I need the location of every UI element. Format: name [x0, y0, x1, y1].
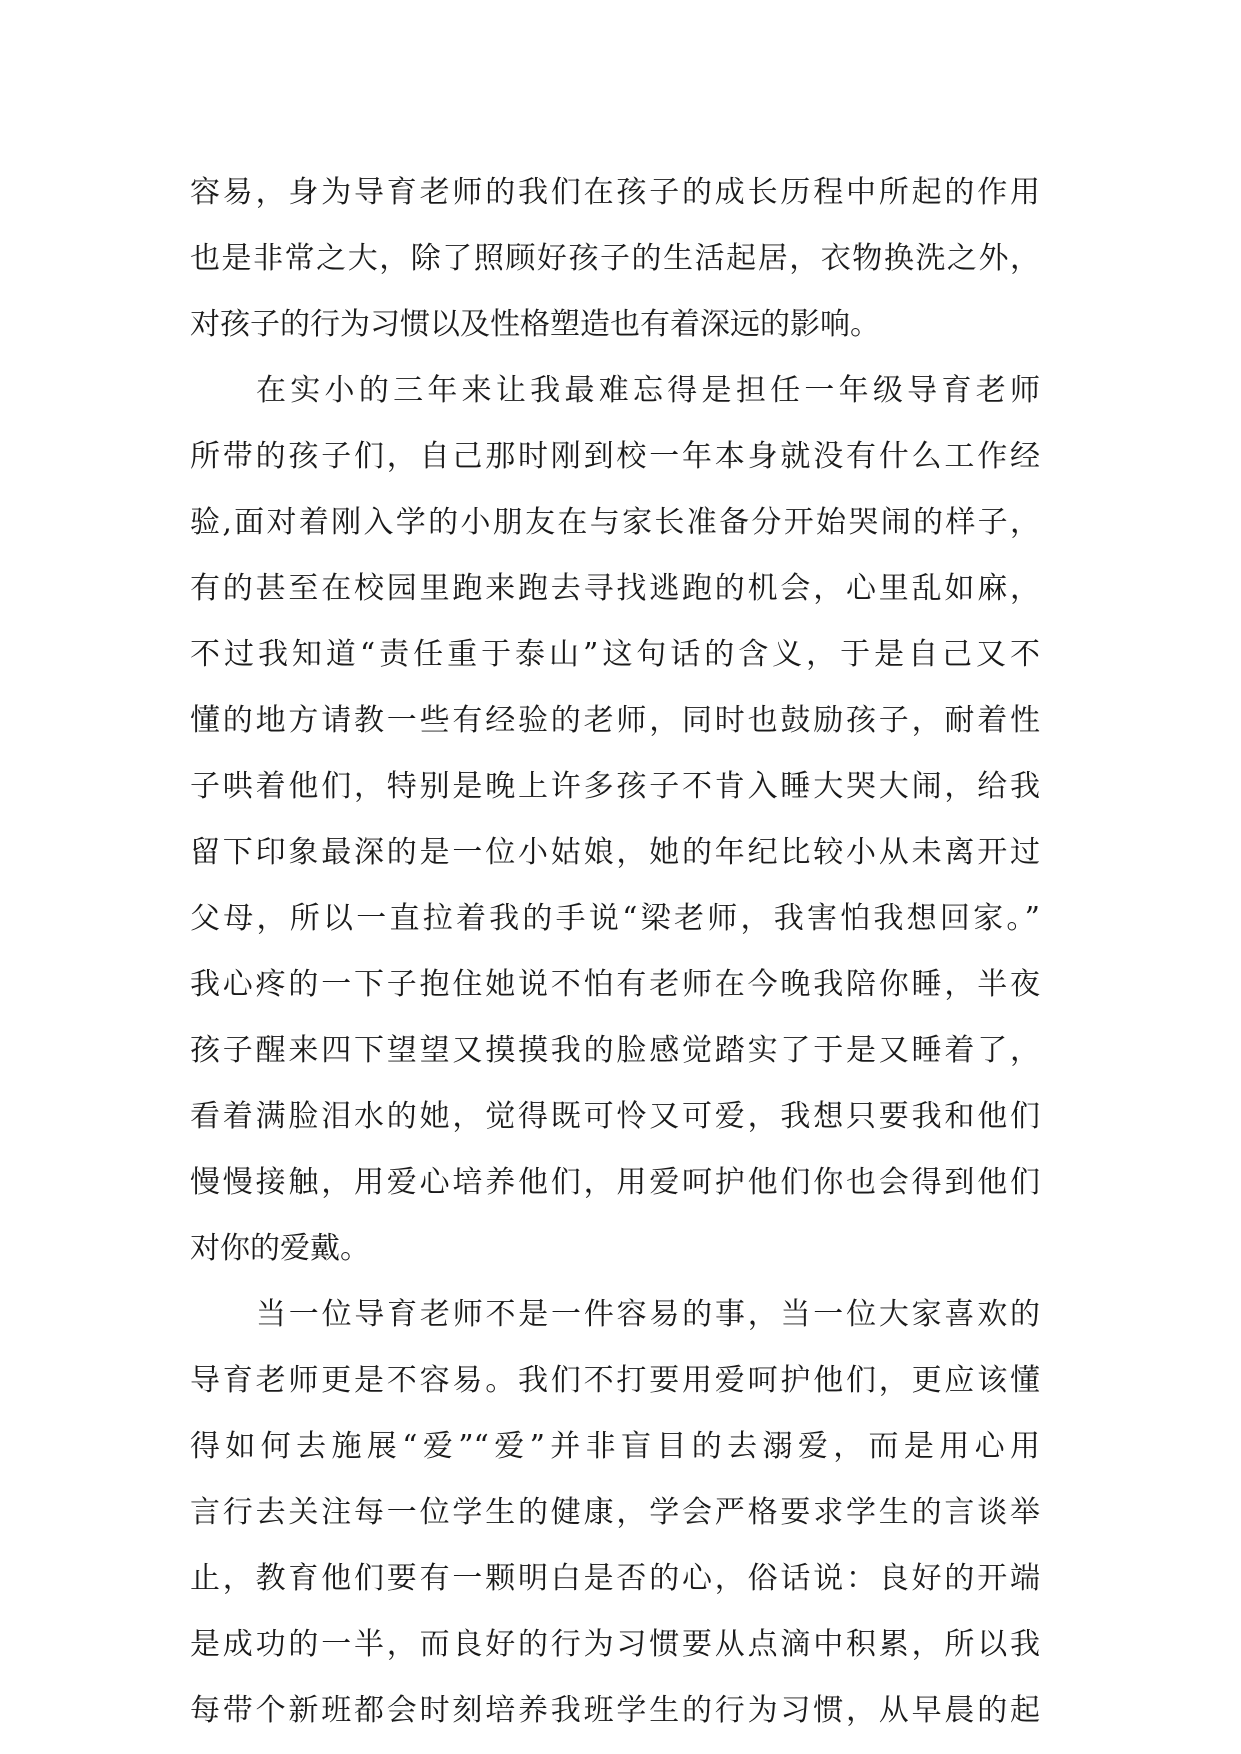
- text-line: 在实小的三年来让我最难忘得是担任一年级导育老师: [256, 373, 1040, 408]
- text-line: 导育老师更是不容易。我们不打要用爱呵护他们，更应该懂: [190, 1363, 1040, 1398]
- text-line: 懂的地方请教一些有经验的老师，同时也鼓励孩子，耐着性: [190, 703, 1040, 738]
- text-line: 容易，身为导育老师的我们在孩子的成长历程中所起的作用: [190, 175, 1040, 210]
- text-line: 也是非常之大，除了照顾好孩子的生活起居，衣物换洗之外，: [190, 241, 1040, 276]
- text-line: 验,面对着刚入学的小朋友在与家长准备分开始哭闹的样子，: [190, 505, 1040, 540]
- text-line: 当一位导育老师不是一件容易的事，当一位大家喜欢的: [256, 1297, 1040, 1332]
- text-line: 得如何去施展“爱”“爱”并非盲目的去溺爱，而是用心用: [190, 1429, 1040, 1464]
- text-line: 每带个新班都会时刻培养我班学生的行为习惯，从早晨的起: [190, 1693, 1040, 1728]
- text-line: 止，教育他们要有一颗明白是否的心，俗话说：良好的开端: [190, 1561, 1040, 1596]
- text-line: 有的甚至在校园里跑来跑去寻找逃跑的机会，心里乱如麻，: [190, 571, 1040, 606]
- text-line: 所带的孩子们，自己那时刚到校一年本身就没有什么工作经: [190, 439, 1040, 474]
- text-line: 慢慢接触，用爱心培养他们，用爱呵护他们你也会得到他们: [190, 1165, 1040, 1200]
- text-line: 对孩子的行为习惯以及性格塑造也有着深远的影响。: [190, 307, 880, 342]
- text-line: 不过我知道“责任重于泰山”这句话的含义，于是自己又不: [190, 637, 1040, 672]
- text-line: 留下印象最深的是一位小姑娘，她的年纪比较小从未离开过: [190, 835, 1040, 870]
- text-line: 看着满脸泪水的她，觉得既可怜又可爱，我想只要我和他们: [190, 1099, 1040, 1134]
- text-line: 是成功的一半，而良好的行为习惯要从点滴中积累，所以我: [190, 1627, 1040, 1662]
- text-line: 子哄着他们，特别是晚上许多孩子不肯入睡大哭大闹，给我: [190, 769, 1040, 804]
- text-line: 对你的爱戴。: [190, 1231, 370, 1266]
- text-line: 我心疼的一下子抱住她说不怕有老师在今晚我陪你睡，半夜: [190, 967, 1040, 1002]
- text-line: 孩子醒来四下望望又摸摸我的脸感觉踏实了于是又睡着了，: [190, 1033, 1040, 1068]
- document-body: [190, 160, 1040, 1744]
- text-line: 言行去关注每一位学生的健康，学会严格要求学生的言谈举: [190, 1495, 1040, 1530]
- text-line: 父母，所以一直拉着我的手说“梁老师，我害怕我想回家。”: [190, 901, 1040, 936]
